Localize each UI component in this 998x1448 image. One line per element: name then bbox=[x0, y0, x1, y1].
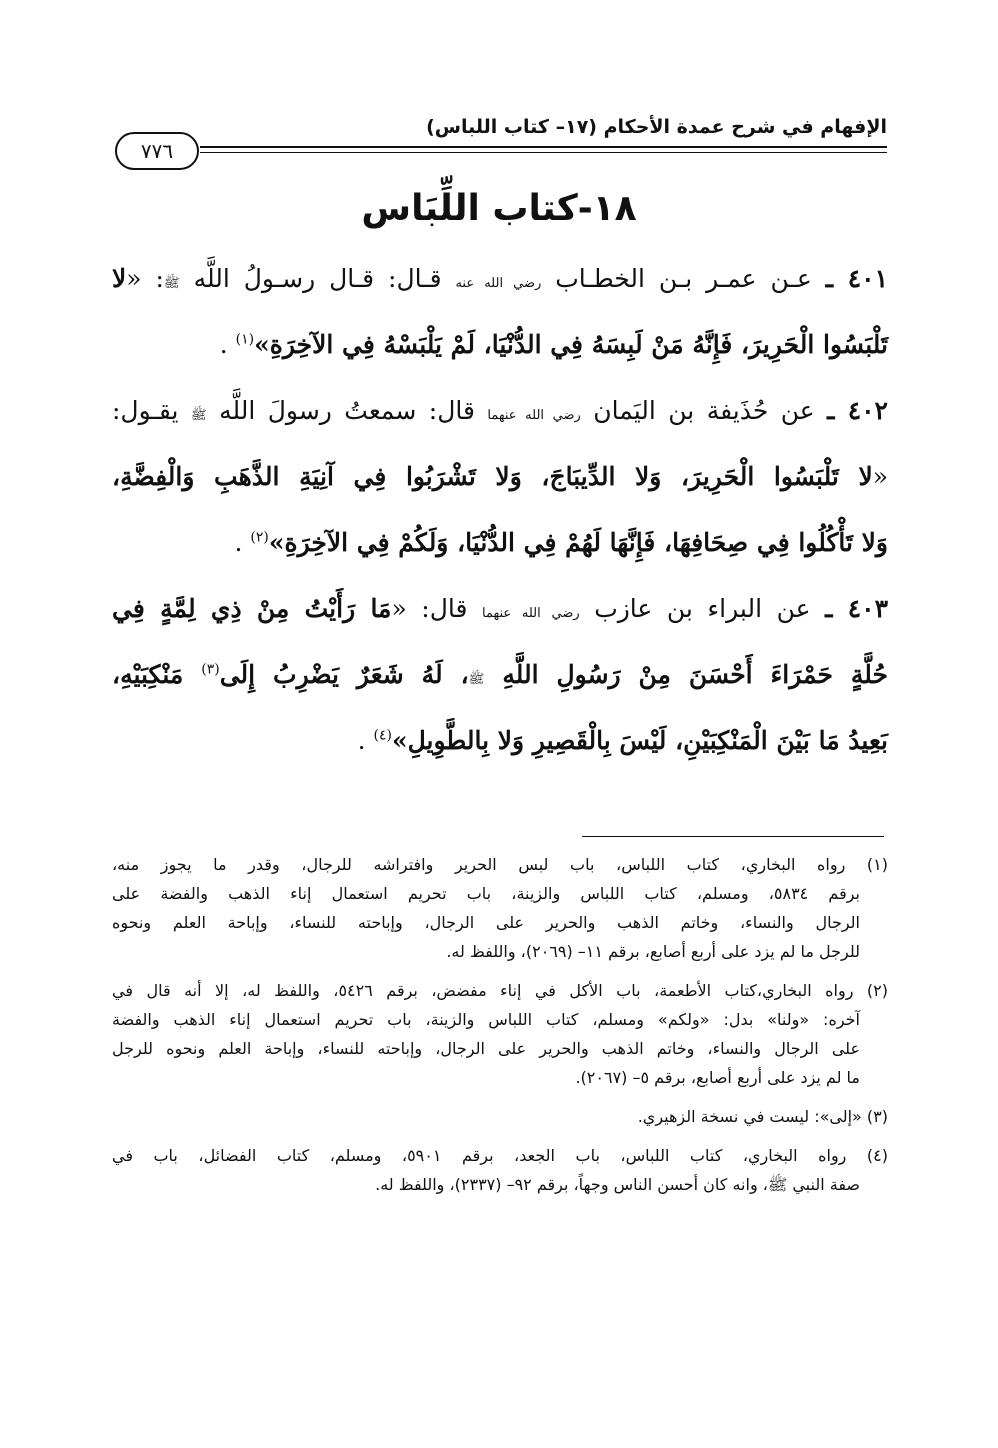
body-text: عن حُذَيفة بن اليَمان bbox=[580, 396, 828, 425]
body-text: . bbox=[357, 726, 374, 755]
footnote-line: برقم ٥٨٣٤، ومسلم، كتاب اللباس والزينة، باب تحريم استعمال إناء الذهب والفضة على bbox=[112, 884, 860, 903]
footnote-line: (٢) رواه البخاري،كتاب الأطعمة، باب الأكل في إناء مفضض، برقم ٥٤٢٦، واللفظ له، إلا أنه قال في bbox=[112, 981, 888, 1000]
body-text: . bbox=[234, 528, 251, 557]
footnote-gap bbox=[112, 1199, 888, 1209]
chapter-title: ١٨-كتاب اللِّبَاس bbox=[361, 188, 637, 229]
hadith-quote: لا تَلْبَسُوا الْحَرِيرَ، وَلا الدِّيبَاجَ، وَلا تَشْرَبُوا فِي آنِيَةِ الذَّهَبِ وَالْفِضَّةِ، bbox=[112, 462, 873, 491]
footnote-line: (١) رواه البخاري، كتاب اللباس، باب لبس الحرير وافتراشه للرجال، وقدر ما يجوز منه، bbox=[112, 855, 888, 874]
body-line bbox=[112, 708, 888, 774]
footnote-gap bbox=[112, 1092, 888, 1102]
footnote-line: (٤) رواه البخاري، كتاب اللباس، باب الجعد، برقم ٥٩٠١، ومسلم، كتاب الفضائل، باب في bbox=[112, 1146, 888, 1165]
footnote-gap bbox=[112, 1131, 888, 1141]
hadith-quote: بَعِيدُ مَا بَيْنَ الْمَنْكِبَيْنِ، لَيْسَ بِالْقَصِيرِ وَلا بِالطَّوِيلِ» bbox=[391, 726, 888, 755]
body-text: . bbox=[219, 330, 236, 359]
body-line bbox=[112, 378, 888, 444]
body-text: قال: « bbox=[391, 594, 483, 623]
footnote-line: آخره: «ولنا» بدل: «ولكم» ومسلم، كتاب اللباس والزينة، باب تحريم استعمال إناء الذهب والفضة bbox=[112, 1010, 860, 1029]
body-line bbox=[112, 444, 888, 510]
footnote-line: للرجل ما لم يزد على أربع أصابع، برقم ١١– (٢٠٦٩)، واللفظ له. bbox=[446, 942, 860, 961]
hadith-text bbox=[112, 246, 888, 774]
hadith-quote: ، لَهُ شَعَرٌ يَضْرِبُ إِلَى bbox=[219, 660, 469, 689]
footnote-line: على الرجال والنساء، وخاتم الذهب والحرير على الرجال، وإباحته للنساء، وإباحة العلم ونحوه للرجل bbox=[112, 1039, 860, 1058]
hadith-quote: ٤٠٢ ـ bbox=[827, 396, 888, 425]
footnote-line: صفة النبي ﷺ، وانه كان أحسن الناس وجهاً، برقم ٩٢– (٢٣٣٧)، واللفظ له. bbox=[375, 1175, 860, 1194]
page-header bbox=[115, 112, 887, 163]
body-text: قال: سمعتُ رسولَ اللَّه bbox=[206, 396, 488, 425]
body-text: عن البراء بن عازب bbox=[579, 594, 826, 623]
footnote-ref: (٣) bbox=[201, 661, 220, 678]
footnotes bbox=[112, 850, 888, 1209]
header-rule-thin bbox=[200, 152, 887, 153]
hadith-quote: وَلا تَأْكُلُوا فِي صِحَافِهَا، فَإِنَّهَا لَهُمْ فِي الدُّنْيَا، وَلَكُمْ فِي الآخِرَةِ» bbox=[268, 528, 888, 557]
body-line bbox=[112, 576, 888, 642]
footnote-line: الرجال والنساء، وخاتم الذهب والحرير على الرجال، وإباحته للنساء، وإباحة العلم ونحوه bbox=[112, 913, 860, 932]
body-line bbox=[112, 312, 888, 378]
footnote-ref: (٤) bbox=[373, 727, 392, 744]
footnote-line: ما لم يزد على أربع أصابع، برقم ٥– (٢٠٦٧). bbox=[575, 1068, 860, 1087]
body-text: قـال: قـال رسـولُ اللَّه bbox=[179, 264, 456, 293]
hadith-quote: ٤٠٣ ـ bbox=[825, 594, 889, 623]
honorific: ﷺ bbox=[468, 672, 485, 687]
header-rule-thick bbox=[200, 146, 887, 148]
hadith-quote: لا bbox=[112, 264, 127, 293]
body-text: : « bbox=[126, 264, 164, 293]
hadith-quote: مَنْكِبَيْهِ، bbox=[112, 660, 202, 689]
footnote-separator bbox=[582, 836, 884, 837]
body-line bbox=[112, 246, 888, 312]
footnote-ref: (١) bbox=[235, 331, 255, 348]
footnote-line: (٣) «إلى»: ليست في نسخة الزهيري. bbox=[637, 1107, 888, 1126]
honorific: رضي الله عنهما bbox=[482, 606, 580, 621]
hadith-quote: مَا رَأَيْتُ مِنْ ذِي لِمَّةٍ فِي bbox=[112, 594, 392, 623]
body-text: يقـول: bbox=[112, 396, 191, 425]
footnote-gap bbox=[112, 966, 888, 976]
body-text: « bbox=[872, 462, 888, 491]
honorific: ﷺ bbox=[163, 276, 180, 291]
page-number: ٧٧٦ bbox=[115, 132, 199, 170]
honorific: رضي الله عنهما bbox=[487, 408, 581, 423]
footnote-ref: (٢) bbox=[250, 529, 269, 546]
body-line bbox=[112, 510, 888, 576]
honorific: رضي الله عنه bbox=[455, 276, 542, 291]
running-title: الإفهام في شرح عمدة الأحكام (١٧– كتاب اللباس) bbox=[426, 116, 887, 138]
hadith-quote: ٤٠١ ـ bbox=[825, 264, 889, 293]
hadith-quote: تَلْبَسُوا الْحَرِيرَ، فَإِنَّهُ مَنْ لَبِسَهُ فِي الدُّنْيَا، لَمْ يَلْبَسْهُ فِي الآخِرَةِ» bbox=[254, 330, 888, 359]
honorific: ﷺ bbox=[190, 408, 207, 423]
body-line bbox=[112, 642, 888, 708]
hadith-quote: حُلَّةٍ حَمْرَاءَ أَحْسَنَ مِنْ رَسُولِ اللَّهِ bbox=[484, 660, 888, 689]
body-text: عـن عمـر بـن الخطـاب bbox=[541, 264, 826, 293]
